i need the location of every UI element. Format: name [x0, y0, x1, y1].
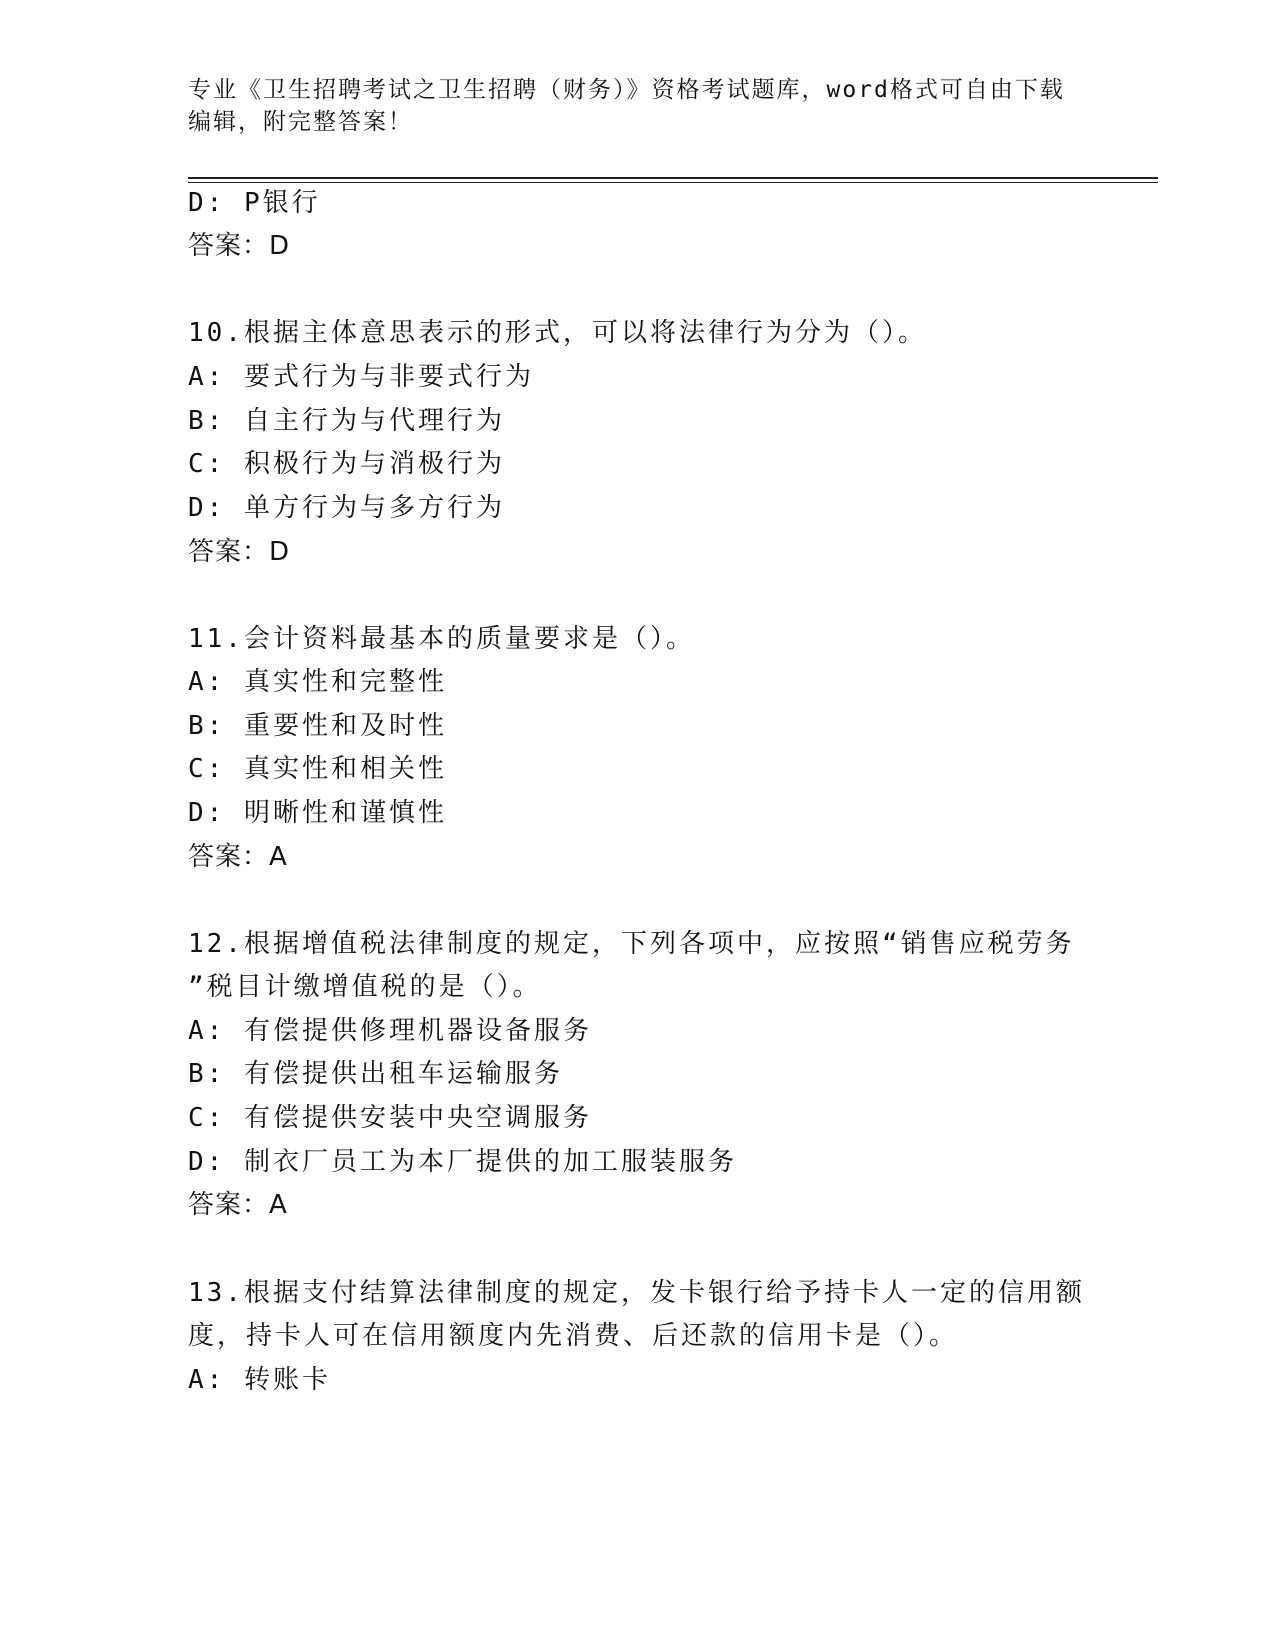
question-stem-continued: 度，持卡人可在信用额度内先消费、后还款的信用卡是（）。: [188, 1321, 959, 1351]
question-stem-continued: ”税目计缴增值税的是（）。: [188, 972, 542, 1002]
header-line-2: 编辑，附完整答案！: [188, 109, 413, 135]
option-c: C: 真实性和相关性: [188, 754, 447, 784]
option-d: D: 单方行为与多方行为: [188, 493, 505, 523]
answer: 答案：A: [188, 842, 288, 872]
option-c: C: 有偿提供安装中央空调服务: [188, 1103, 592, 1133]
option-b: B: 有偿提供出租车运输服务: [188, 1059, 563, 1089]
option-a: A: 要式行为与非要式行为: [188, 362, 534, 392]
option-a: A: 转账卡: [188, 1365, 331, 1395]
question-stem: 11.会计资料最基本的质量要求是（）。: [188, 624, 695, 654]
option-a: A: 有偿提供修理机器设备服务: [188, 1016, 592, 1046]
option-d: D: P银行: [188, 188, 321, 218]
answer: 答案：D: [188, 537, 291, 567]
header-line-1: 专业《卫生招聘考试之卫生招聘（财务）》资格考试题库，word格式可自由下载: [188, 77, 1065, 103]
question-stem: 12.根据增值税法律制度的规定，下列各项中，应按照“销售应税劳务: [188, 929, 1075, 959]
header-rule-thick: [188, 177, 1158, 179]
document-header: [188, 74, 1088, 138]
header-rule-thin: [188, 182, 1158, 183]
option-d: D: 制衣厂员工为本厂提供的加工服装服务: [188, 1147, 737, 1177]
question-stem: 10.根据主体意思表示的形式，可以将法律行为分为（）。: [188, 318, 927, 348]
option-c: C: 积极行为与消极行为: [188, 449, 505, 479]
question-stem: 13.根据支付结算法律制度的规定，发卡银行给予持卡人一定的信用额: [188, 1278, 1085, 1308]
answer: 答案：A: [188, 1190, 288, 1220]
option-b: B: 自主行为与代理行为: [188, 406, 505, 436]
answer: 答案：D: [188, 231, 291, 261]
option-d: D: 明晰性和谨慎性: [188, 798, 447, 828]
option-a: A: 真实性和完整性: [188, 667, 447, 697]
option-b: B: 重要性和及时性: [188, 711, 447, 741]
